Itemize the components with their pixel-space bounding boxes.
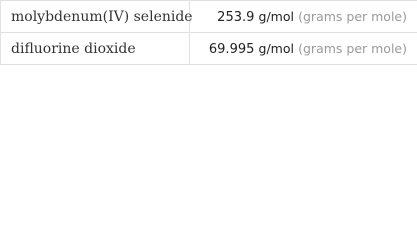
molar-mass-table: [0, 0, 417, 65]
molar-mass-value: 253.9: [217, 9, 255, 25]
molar-mass-cell: [190, 33, 417, 65]
table-row: [1, 33, 417, 65]
molar-mass-unit: g/mol: [258, 8, 294, 24]
table-row: [1, 1, 417, 33]
compound-name: difluorine dioxide: [1, 33, 190, 65]
molar-mass-value: 69.995: [208, 41, 255, 57]
molar-mass-cell: [190, 1, 417, 33]
molar-mass-unit-description: (grams per mole): [298, 8, 407, 24]
molar-mass-unit: g/mol: [258, 40, 294, 56]
molar-mass-unit-description: (grams per mole): [298, 40, 407, 56]
compound-name: molybdenum(IV) selenide: [1, 1, 190, 33]
table-body: [1, 1, 417, 65]
